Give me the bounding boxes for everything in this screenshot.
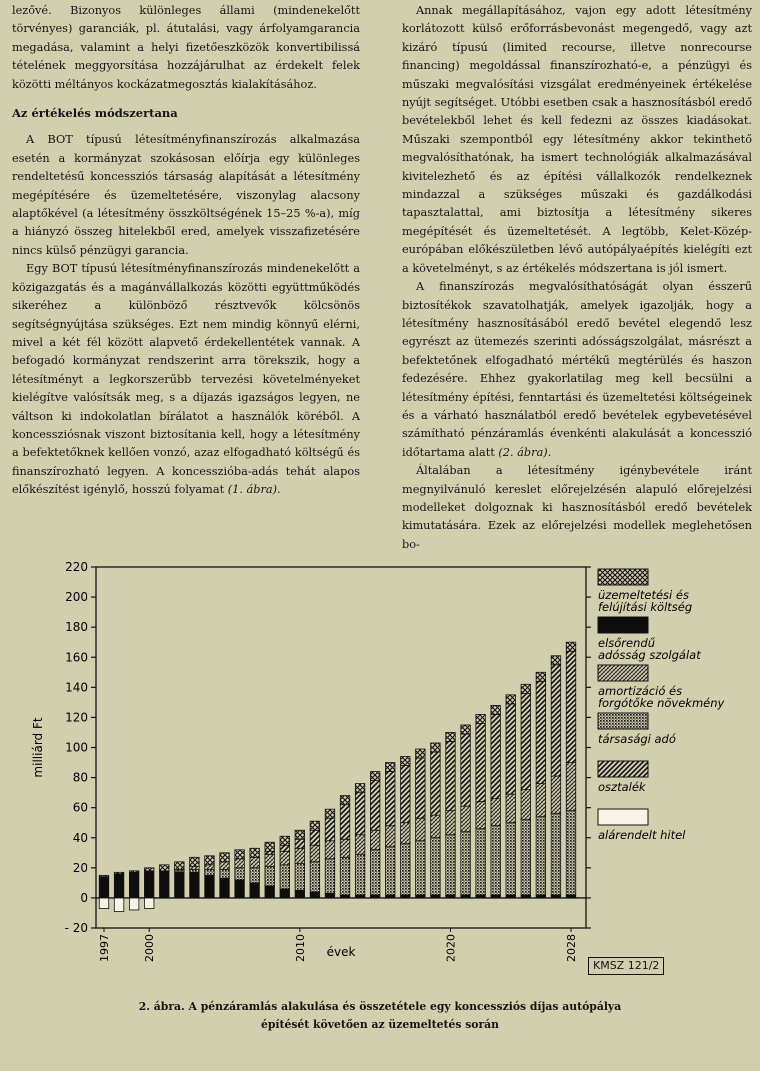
bar-segment [265, 842, 275, 851]
paragraph-r3: Általában a létesítmény igénybevétele iránt megnyilvánuló kereslet előrejelzésén alapuló előrejelzési modelleket dolgoznak ki hasznosításból eredő bevételek kimutatására. Ezek az előrejelzési modellek meglehetősen bo- [402, 464, 752, 551]
bar-segment [401, 757, 411, 766]
bar-segment [280, 836, 290, 845]
bar-segment [385, 772, 395, 826]
y-tick-label: 180 [65, 620, 88, 635]
bar-segment [190, 866, 200, 869]
bar-segment [280, 865, 290, 889]
bar-segment [370, 895, 380, 898]
bar-segment [521, 820, 531, 895]
bar-segment [431, 752, 441, 815]
y-tick-label: 220 [65, 560, 88, 574]
bar-segment [566, 642, 576, 651]
bar-segment [325, 841, 335, 859]
bar-segment [310, 845, 320, 862]
bar-segment [536, 681, 546, 783]
bar-segment [491, 705, 501, 714]
bar-segment [205, 856, 215, 865]
bar-segment [280, 889, 290, 898]
legend-swatch [598, 713, 648, 729]
bar-segment [461, 725, 471, 734]
x-axis-label: évek [326, 945, 356, 959]
bar-segment [175, 872, 185, 898]
bar-segment [129, 871, 139, 873]
legend-label: társasági adó [598, 732, 676, 746]
section-heading: Az értékelés módszertana [12, 106, 178, 121]
x-tick-label: 2020 [444, 934, 458, 962]
paragraph-r2 [402, 278, 752, 462]
bar-segment [446, 741, 456, 810]
bar-segment [551, 895, 561, 898]
bar-segment [235, 868, 245, 880]
bar-segment [461, 832, 471, 895]
y-tick-label: 0 [80, 890, 88, 905]
bar-segment [536, 784, 546, 817]
bar-segment [536, 672, 546, 681]
bar-segment [446, 895, 456, 898]
bar-segment [190, 872, 200, 898]
bar-segment [310, 821, 320, 830]
figure-2-ref: (2. ábra) [498, 445, 548, 459]
bar-segment [566, 651, 576, 762]
bar-segment [506, 794, 516, 823]
bar-segment [385, 847, 395, 895]
bar-segment [205, 869, 215, 875]
paragraph-r2-text: A finanszírozás megvalósíthatóságát olyan ésszerű biztosítékok szavatolhatják, amelyek igazolják, hogy a létesítmény hasznosításából eredő bevétel elegendő lesz egyrészt az ütemezés szerinti adósságszolgálat, másrészt a befektetőnek elfogadható mértékű megtérülés és haszon fedezésére. Ehhez gyakorlatilag meg kell becsülni a létesítmény építési, fenntartási és üzemeltetési költségeinek és a várható használatból eredő bevételek egybevetésével számítható pénzáramlás évenkénti alakulását a koncesszió időtartama alatt [402, 280, 752, 459]
bar-segment [370, 830, 380, 850]
paragraph-2-text: Egy BOT típusú létesítményfinanszírozás mindenekelőtt a közigazgatás és a magánvállalkozás közötti együttműködés sikeréhez a különböző résztvevők kölcsönös segítségnyújtása szükséges. Ezt nem mindig könnyű elérni, mivel a két fél között alapvető érdekellentétek vannak. A befogadó kormányzat rendszerint arra törekszik, hogy a létesítményt a legkorszerűbb tervezési követelményeket kielégítve valósítsák meg, s a díjazás igazságos legyen, ne váltson ki indokolatlan bírálatot a használók köréből. A koncessziósnak viszont biztosítania kell, hogy a létesítmény a befektetőknek kellően vonzó, azaz elfogadható költségű és finanszírozható legyen. A koncesszióba-adás tehát alapos előkészítést igénylő, hosszú folyamat [12, 262, 360, 497]
bar-segment [491, 799, 501, 826]
bar-segment [220, 853, 230, 862]
bar-segment [370, 772, 380, 781]
bar-segment [160, 871, 170, 898]
paragraph-intro: lezővé. Bizonyos különleges állami (mindenekelőtt törvényes) garanciák, pl. átutalási, vagy árfolyamgarancia megadása, valamint a helyi fizetőeszközök konvertibilissá tételének meggyorsítása hozzájárulhat az érdekelt felek közötti méltányos kockázatmegosztás kialakításához. [12, 4, 360, 91]
bar-segment [295, 830, 305, 839]
figure-2 [0, 548, 760, 1031]
bar-segment [476, 829, 486, 895]
bar-segment [340, 895, 350, 898]
bar-segment [340, 839, 350, 857]
bar-segment [566, 763, 576, 811]
bar-segment [551, 665, 561, 776]
bar-segment [265, 851, 275, 854]
bar-segment [265, 854, 275, 866]
bar-segment [340, 805, 350, 840]
bar-segment [431, 743, 441, 752]
bar-segment [129, 872, 139, 898]
legend-label: amortizáció és [598, 684, 683, 698]
figure-caption-line-1: 2. ábra. A pénzáramlás alakulása és összetétele egy koncessziós díjas autópálya [138, 1000, 622, 1013]
y-axis-label: milliárd Ft [31, 717, 45, 778]
bar-segment [431, 815, 441, 838]
bar-segment [250, 857, 259, 868]
cash-flow-chart [0, 548, 760, 968]
bar-segment [461, 895, 471, 898]
left-column [12, 2, 360, 500]
bar-segment [521, 895, 531, 898]
bar-segment [416, 758, 426, 818]
bar-segment [114, 898, 124, 912]
bar-segment [461, 806, 471, 832]
bar-segment [476, 723, 486, 801]
bar-segment [355, 784, 365, 793]
y-tick-label: 200 [65, 590, 88, 605]
y-tick-label: 60 [72, 800, 88, 815]
bar-segment [295, 839, 305, 848]
paragraph-r2-end: . [547, 445, 552, 459]
legend-label: osztalék [598, 780, 646, 794]
legend-swatch [598, 809, 648, 825]
paragraph-1: A BOT típusú létesítményfinanszírozás alkalmazása esetén a kormányzat szokásosan előírja egy különleges rendeltetésű koncessziós társaság alapítását a létesítmény megépítésére és üzemeltetésére, viszonylag alacsony alaptőkével (a létesítmény összköltségének 15–25 %-a), míg a hiányzó összeg hitelekből ered, amelyek visszafizetésére nincs külső pénzügyi garancia. [12, 133, 360, 257]
y-tick-label: 140 [65, 680, 88, 695]
bar-segment [551, 776, 561, 814]
bar-segment [551, 814, 561, 895]
bar-segment [325, 818, 335, 841]
bar-segment [401, 823, 411, 844]
figure-1-ref: (1. ábra) [227, 483, 278, 497]
bar-segment [521, 684, 531, 693]
bar-segment [220, 862, 230, 870]
bar-segment [446, 811, 456, 835]
bar-segment [295, 890, 305, 898]
bar-segment [355, 854, 365, 895]
y-tick-label: 160 [65, 650, 88, 665]
bar-segment [401, 766, 411, 823]
bar-segment [114, 872, 124, 874]
bar-segment [551, 656, 561, 665]
bar-segment [370, 781, 380, 831]
bar-segment [205, 865, 215, 870]
bar-segment [250, 848, 259, 857]
bar-segment [491, 714, 501, 798]
bar-segment [144, 898, 154, 909]
bar-segment [265, 886, 275, 898]
x-tick-label: 2000 [143, 934, 157, 962]
bar-segment [310, 892, 320, 898]
bar-segment [401, 895, 411, 898]
bar-segment [431, 838, 441, 895]
bar-segment [265, 866, 275, 886]
y-tick-label: 120 [65, 710, 88, 725]
bar-segment [431, 895, 441, 898]
y-tick-label: - 20 [64, 921, 88, 935]
bar-segment [144, 871, 154, 898]
bar-segment [385, 826, 395, 847]
bar-segment [129, 898, 139, 910]
bar-segment [325, 809, 335, 818]
legend-swatch [598, 761, 648, 777]
bar-segment [325, 859, 335, 894]
bar-segment [461, 734, 471, 806]
bar-segment [416, 841, 426, 895]
bar-segment [295, 863, 305, 890]
paragraph-r1: Annak megállapításához, vajon egy adott létesítmény korlátozott külső erőforrásbevonást megengedő, vagy azt kizáró típusú (limited recourse, illetve nonrecourse financing) megoldással finanszírozható-e, a pénzügyi és műszaki megvalósítási vizsgálat eredményeinek értékelése nyújt segítséget. Utóbbi esetben csak a hasznosításból eredő bevételekből lehet és kell fedezni az összes kiadásokat. Műszaki szempontból egy létesítmény akkor tekinthető megvalósíthatónak, ha ismert technológiák alkalmazásával kivitelezhető és az építési vállalkozók rendelkeznek mindazzal a szükséges műszaki és gazdálkodási tapasztalattal, ami biztosítja a létesítmény sikeres megépítését és üzemeltetését. A legtöbb, Kelet-Közép-európában előkészületben lévő autópályaépítés kielégíti ezt a követelményt, s az értékelés módszertana is jól ismert. [402, 4, 752, 275]
bar-segment [536, 817, 546, 895]
y-tick-label: 20 [72, 860, 88, 875]
bar-segment [235, 880, 245, 898]
bar-segment [385, 895, 395, 898]
bar-segment [340, 796, 350, 805]
figure-caption-line-2: építését követően az üzemeltetés során [260, 1018, 500, 1031]
paragraph-2 [12, 260, 360, 499]
bar-segment [114, 874, 124, 898]
x-tick-label: 1997 [98, 934, 111, 962]
bar-segment [491, 895, 501, 898]
x-tick-label: 2010 [293, 934, 307, 962]
bar-segment [280, 845, 290, 851]
bar-segment [355, 835, 365, 855]
bar-segment [385, 763, 395, 772]
bar-segment [235, 850, 245, 859]
bar-segment [99, 877, 109, 898]
bar-segment [536, 895, 546, 898]
bar-segment [506, 695, 516, 704]
bar-segment [416, 895, 426, 898]
bar-segment [521, 693, 531, 789]
bar-segment [340, 857, 350, 895]
bar-segment [476, 802, 486, 829]
bar-segment [250, 883, 259, 898]
y-tick-label: 80 [72, 770, 88, 785]
bar-segment [476, 895, 486, 898]
bar-segment [310, 862, 320, 892]
bar-segment [99, 898, 109, 909]
bar-segment [355, 895, 365, 898]
legend-label: felújítási költség [598, 600, 693, 614]
bar-segment [566, 895, 576, 898]
legend-label: adósság szolgálat [598, 648, 701, 662]
bar-segment [190, 857, 200, 866]
legend-swatch [598, 569, 648, 585]
legend-label: üzemeltetési és [598, 588, 689, 602]
bar-segment [506, 895, 516, 898]
bar-segment [205, 875, 215, 898]
bar-segment [506, 823, 516, 895]
bar-segment [280, 851, 290, 865]
bar-segment [355, 793, 365, 835]
x-tick-label: 2028 [565, 934, 578, 962]
bar-segment [476, 714, 486, 723]
bar-segment [491, 826, 501, 895]
bar-segment [295, 848, 305, 863]
bar-segment [144, 868, 154, 871]
bar-segment [310, 830, 320, 845]
bar-segment [506, 704, 516, 794]
y-tick-label: 100 [65, 740, 88, 755]
bar-segment [190, 869, 200, 872]
bar-segment [416, 818, 426, 841]
bar-segment [370, 850, 380, 895]
y-tick-label: 40 [72, 830, 88, 845]
bar-segment [220, 869, 230, 878]
bar-segment [175, 862, 185, 870]
bar-segment [446, 732, 456, 741]
bar-segment [566, 811, 576, 895]
bar-segment [220, 878, 230, 898]
bar-segment [521, 790, 531, 820]
bar-segment [250, 868, 259, 883]
right-column [402, 2, 752, 554]
bar-segment [99, 875, 109, 877]
bar-segment [401, 844, 411, 895]
legend-label: alárendelt hitel [598, 828, 686, 842]
legend-swatch [598, 617, 648, 633]
bar-segment [160, 865, 170, 871]
bar-segment [446, 835, 456, 895]
bar-segment [416, 749, 426, 758]
figure-stamp: KMSZ 121/2 [588, 957, 664, 975]
bar-segment [235, 859, 245, 868]
legend-label: elsőrendű [598, 636, 655, 650]
legend-swatch [598, 665, 648, 681]
paragraph-2-end: . [277, 483, 281, 497]
legend-label: forgótőke növekmény [598, 696, 725, 710]
bar-segment [325, 893, 335, 898]
